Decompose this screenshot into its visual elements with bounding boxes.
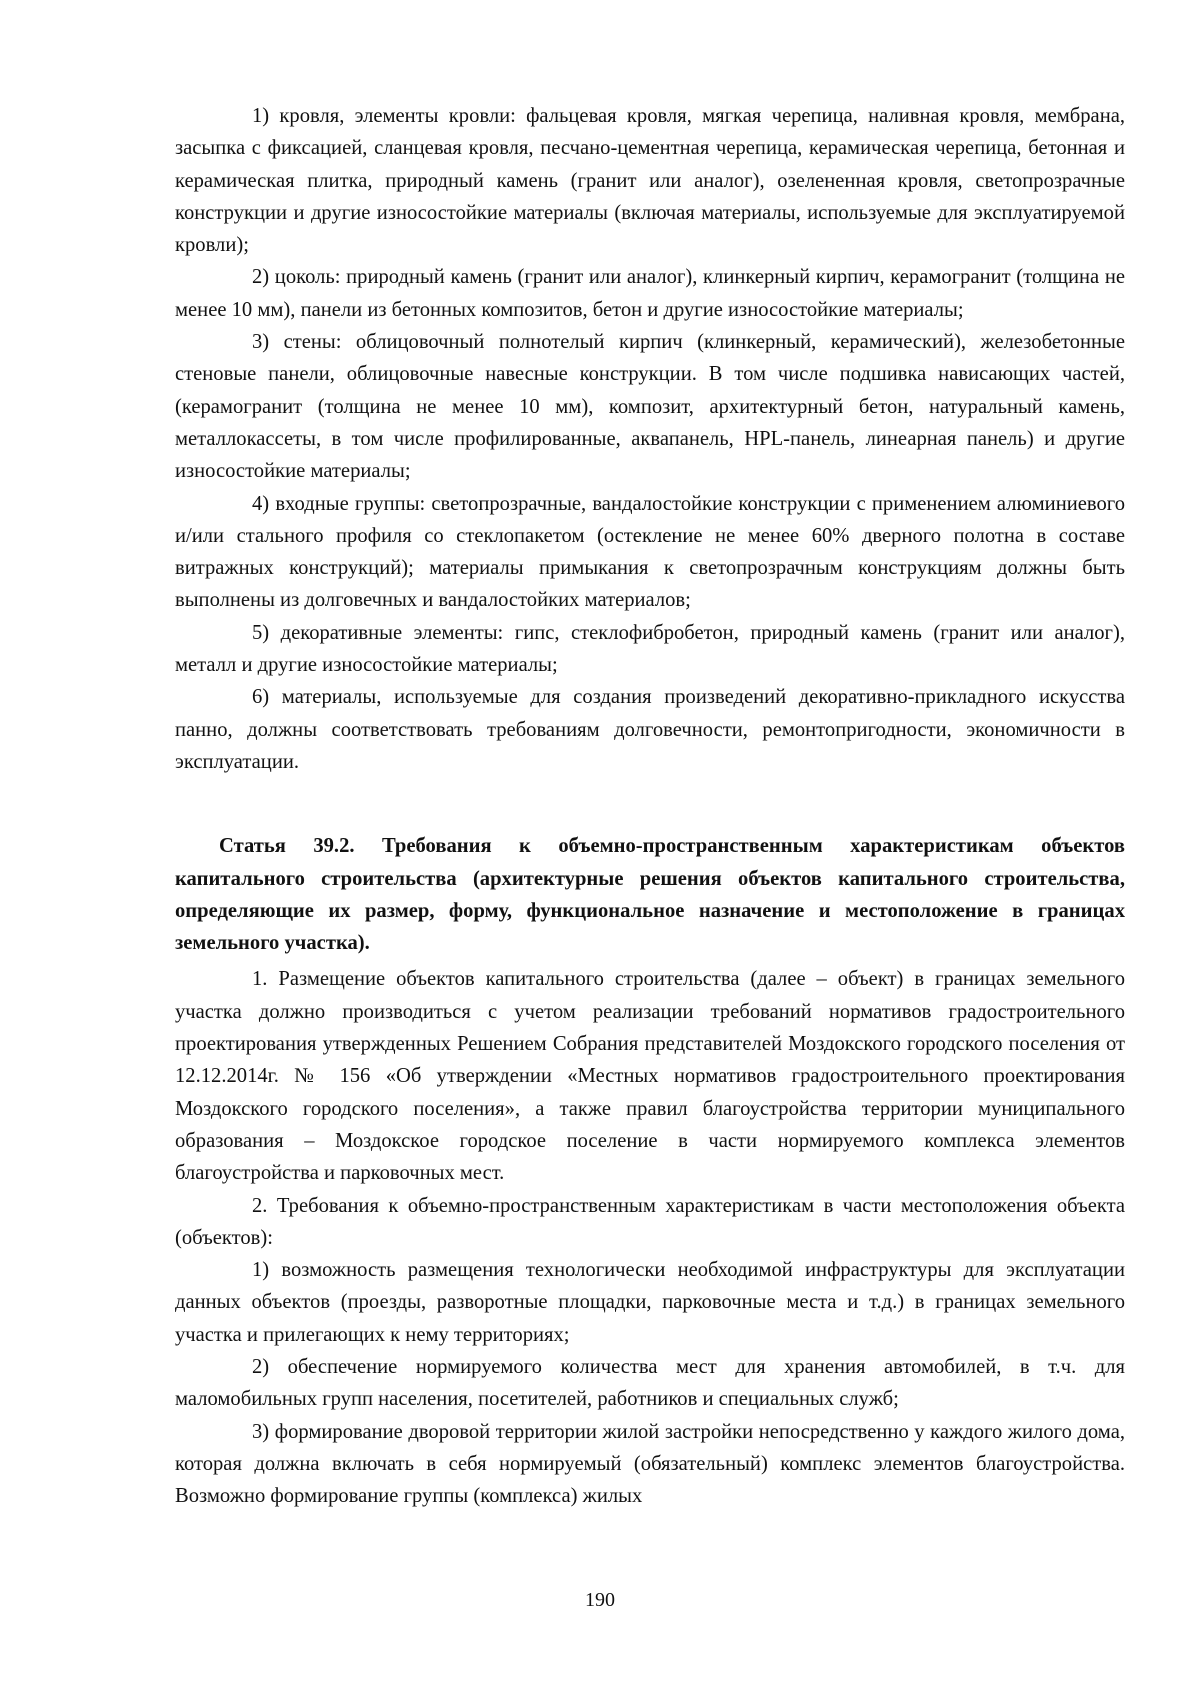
paragraph-parking: 2) обеспечение нормируемого количества мест для хранения автомобилей, в т.ч. для маломобильных групп населения, посетителей, работников и специальных служб;	[175, 1355, 1125, 1411]
paragraph-decorative-elements: 5) декоративные элементы: гипс, стеклофибробетон, природный камень (гранит или аналог), металл и другие износостойкие материалы;	[175, 621, 1125, 677]
paragraph-entrance-groups: 4) входные группы: светопрозрачные, вандалостойкие конструкции с применением алюминиевого и/или стального профиля со стеклопакетом (остекление не менее 60% дверного полотна в составе витражных конструкций); материалы примыкания к светопрозрачным конструкциям должны быть выполнены из долговечных и вандалостойких материалов;	[175, 492, 1125, 612]
page-number: 190	[585, 1589, 615, 1611]
document-page	[175, 100, 1125, 1512]
paragraph-infrastructure: 1) возможность размещения технологически необходимой инфраструктуры для эксплуатации данных объектов (проезды, разворотные площадки, парковочные места и т.д.) в границах земельного участка и прилегающих к нему территориях;	[175, 1259, 1125, 1346]
paragraph-location-requirements: 2. Требования к объемно-пространственным характеристикам в части местоположения объекта (объектов):	[175, 1194, 1125, 1249]
paragraph-plinth: 2) цоколь: природный камень (гранит или аналог), клинкерный кирпич, керамогранит (толщина не менее 10 мм), панели из бетонных композитов, бетон и другие износостойкие материалы;	[175, 266, 1125, 321]
paragraph-placement: 1. Размещение объектов капитального строительства (далее – объект) в границах земельного участка должно производиться с учетом реализации требований нормативов градостроительного проектирования утвержденных Решением Собрания представителей Моздокского городского поселения от 12.12.2014г. № 156 «Об утверждении «Местных нормативов градостроительного проектирования Моздокского городского поселения», а также правил благоустройства территории муниципального образования – Моздокское городское поселение в части нормируемого комплекса элементов благоустройства и парковочных мест.	[175, 968, 1125, 1185]
paragraph-art-materials: 6) материалы, используемые для создания произведений декоративно-прикладного искусства панно, должны соответствовать требованиям долговечности, ремонтопригодности, экономичности в эксплуатации.	[175, 686, 1125, 773]
paragraph-courtyard: 3) формирование дворовой территории жилой застройки непосредственно у каждого жилого дома, которая должна включать в себя нормируемый (обязательный) комплекс элементов благоустройства. Возможно формирование группы (комплекса) жилых	[175, 1420, 1125, 1508]
paragraph-walls: 3) стены: облицовочный полнотелый кирпич (клинкерный, керамический), железобетонные стеновые панели, облицовочные навесные конструкции. В том числе подшивка нависающих частей, (керамогранит (толщина не менее 10 мм), композит, архитектурный бетон, натуральный камень, металлокассеты, в том числе профилированные, аквапанель, HPL-панель, линеарная панель) и другие износостойкие материалы;	[175, 331, 1125, 483]
article-heading: Статья 39.2. Требования к объемно-пространственным характеристикам объектов капитального строительства (архитектурные решения объектов капитального строительства, определяющие их размер, форму, функциональное назначение и местоположение в границах земельного участка).	[175, 835, 1125, 955]
paragraph-roofing: 1) кровля, элементы кровли: фальцевая кровля, мягкая черепица, наливная кровля, мембрана, засыпка с фиксацией, сланцевая кровля, песчано-цементная черепица, керамическая черепица, бетонная и керамическая плитка, природный камень (гранит или аналог), озелененная кровля, светопрозрачные конструкции и другие износостойкие материалы (включая материалы, используемые для эксплуатируемой кровли);	[175, 105, 1125, 257]
